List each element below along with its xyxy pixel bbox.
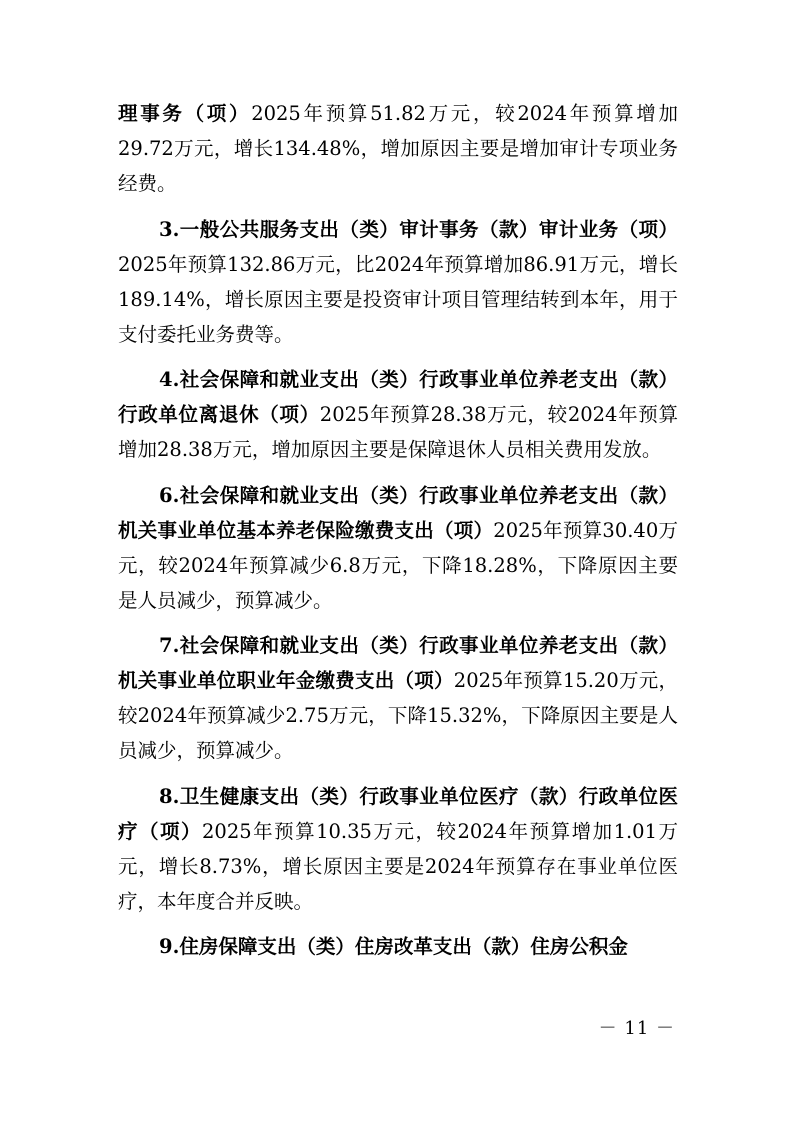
paragraph-continued	[118, 96, 678, 201]
paragraph-text: 2025年预算15.20万元，较2024年预算减少2.75万元，下降15.32%，下降原因主要是人员减少，预算减少。	[118, 669, 678, 762]
paragraph-heading: 3.一般公共服务支出（类）审计事务（款）审计业务（项）	[159, 217, 678, 241]
page-number: － 11 －	[598, 1018, 675, 1039]
paragraph-text: 2025年预算30.40万元，较2024年预算减少6.8万元，下降18.28%，下降原因主要是人员减少，预算减少。	[118, 518, 678, 612]
document-body	[118, 96, 678, 975]
paragraph-heading: 8.卫生健康支出（类）行政事业单位医疗（款）行政单位医疗（项）	[118, 784, 678, 843]
paragraph-heading: 4.社会保障和就业支出（类）行政事业单位养老支出（款）行政单位离退休（项）	[118, 368, 678, 426]
paragraph-heading: 7.社会保障和就业支出（类）行政事业单位养老支出（款）机关事业单位职业年金缴费支出（项）	[118, 634, 678, 692]
paragraph-text: 2025年预算10.35万元，较2024年预算增加1.01万元，增长8.73%，增长原因主要是2024年预算存在事业单位医疗，本年度合并反映。	[118, 819, 678, 913]
paragraph-text: 2025年预算132.86万元，比2024年预算增加86.91万元，增长189.14%，增长原因主要是投资审计项目管理结转到本年，用于支付委托业务费等。	[118, 252, 678, 346]
paragraph-heading: 理事务（项）	[118, 102, 252, 125]
paragraph-audit-business	[118, 212, 678, 352]
paragraph-text: 2025年预算28.38万元，较2024年预算增加28.38万元，增加原因主要是保障退休人员相关费用发放。	[118, 403, 678, 461]
paragraph-basic-pension	[118, 478, 678, 618]
paragraph-retirement	[118, 362, 678, 467]
paragraph-occupational-annuity	[118, 628, 678, 768]
paragraph-medical	[118, 779, 678, 919]
paragraph-text: 2025年预算51.82万元，较2024年预算增加29.72万元，增长134.48%，增加原因主要是增加审计专项业务经费。	[118, 102, 678, 195]
paragraph-heading: 9.住房保障支出（类）住房改革支出（款）住房公积金	[159, 935, 628, 958]
paragraph-heading: 6.社会保障和就业支出（类）行政事业单位养老支出（款）机关事业单位基本养老保险缴费支出（项）	[118, 483, 678, 542]
paragraph-housing-fund	[118, 929, 678, 964]
